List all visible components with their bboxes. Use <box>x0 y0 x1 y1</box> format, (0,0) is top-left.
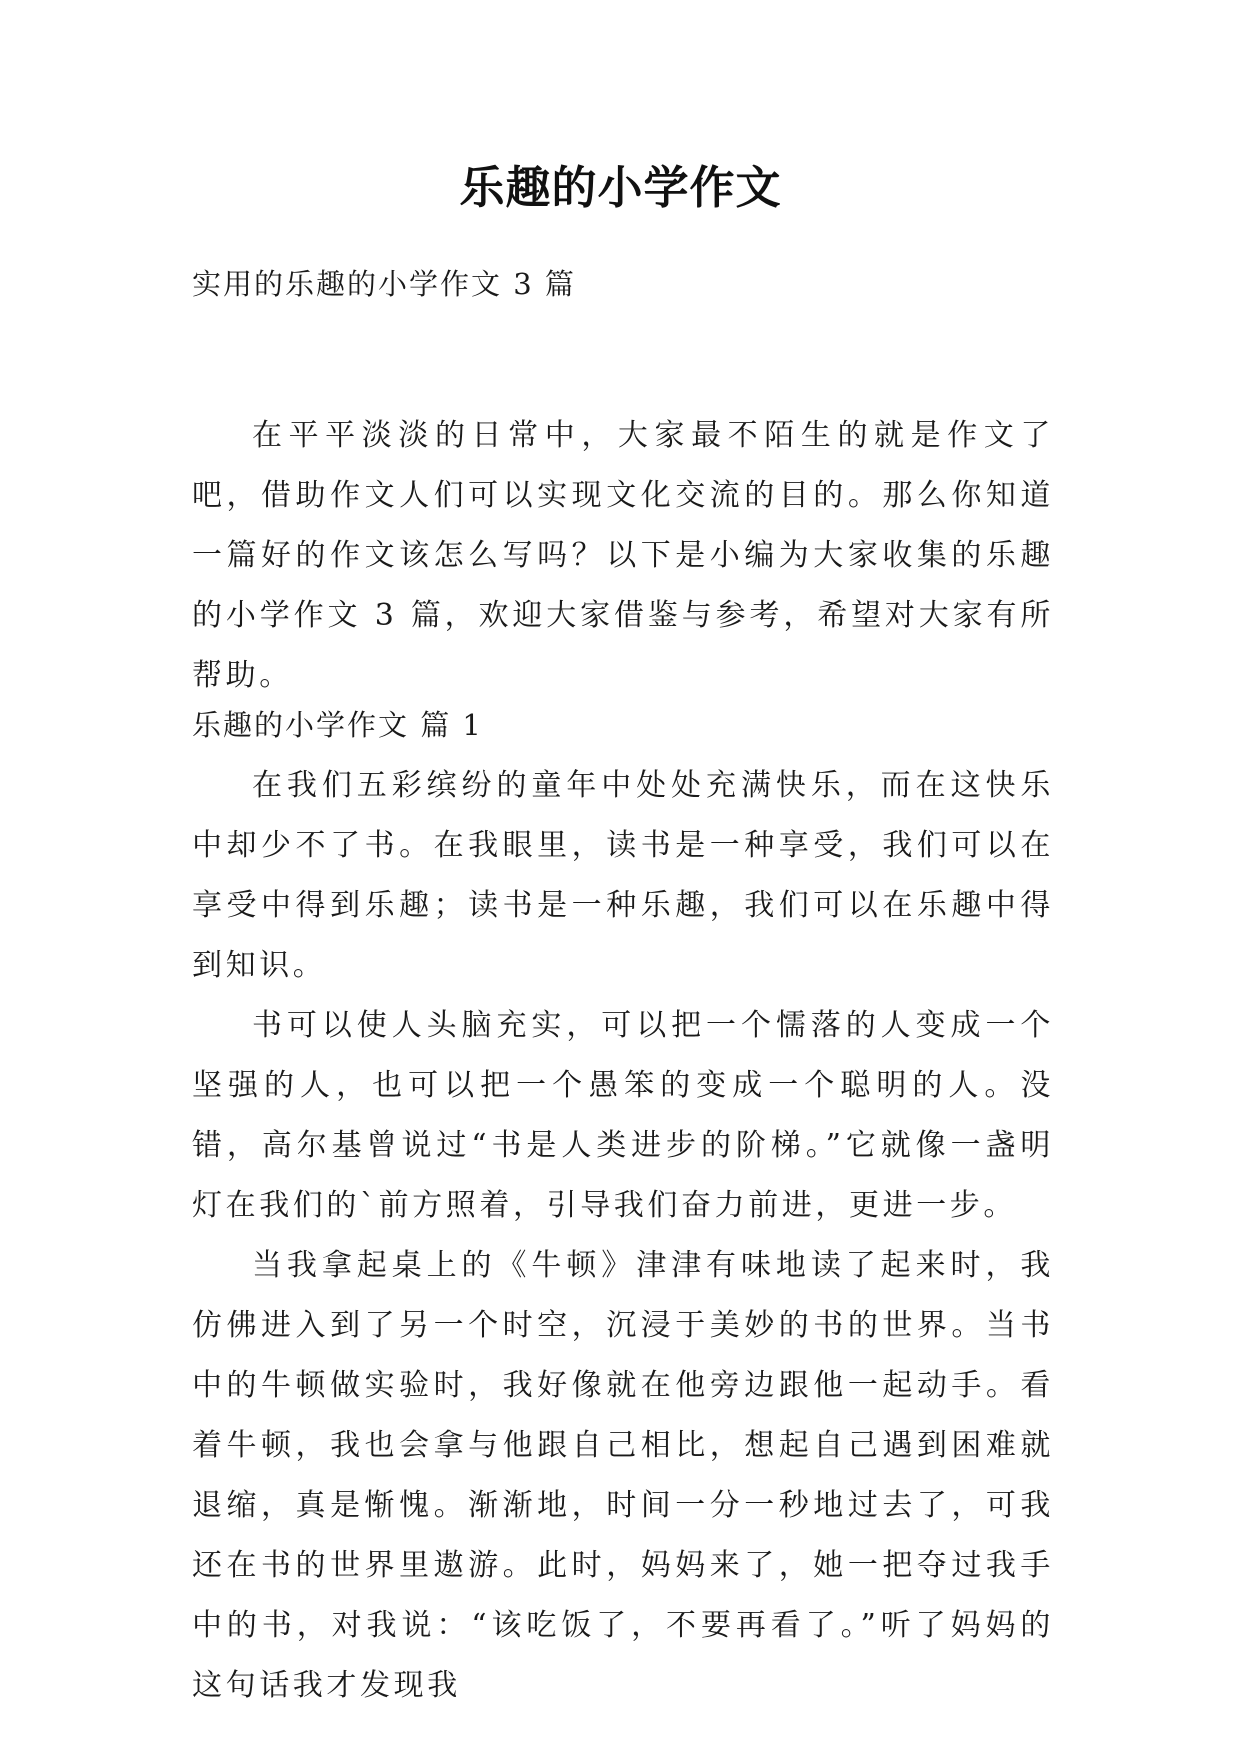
document-title: 乐趣的小学作文 <box>459 161 782 214</box>
section-heading: 乐趣的小学作文 篇 1 <box>192 708 483 742</box>
intro-block <box>192 406 1054 706</box>
essay-paragraph: 书可以使人头脑充实，可以把一个懦落的人变成一个坚强的人，也可以把一个愚笨的变成一个聪明的人。没错，高尔基曾说过“书是人类进步的阶梯。”它就像一盏明灯在我们的`前方照着，引导我们奋力前进，更进一步。 <box>192 1008 1054 1223</box>
essay-paragraph: 当我拿起桌上的《牛顿》津津有味地读了起来时，我仿佛进入到了另一个时空，沉浸于美妙的书的世界。当书中的牛顿做实验时，我好像就在他旁边跟他一起动手。看着牛顿，我也会拿与他跟自己相比，想起自己遇到困难就退缩，真是惭愧。渐渐地，时间一分一秒地过去了，可我还在书的世界里遨游。此时，妈妈来了，她一把夺过我手中的书，对我说：“该吃饭了，不要再看了。”听了妈妈的这句话我才发现我 <box>192 1248 1054 1703</box>
document-subtitle: 实用的乐趣的小学作文 3 篇 <box>192 267 576 301</box>
essay-body <box>192 756 1054 1716</box>
essay-paragraph: 在我们五彩缤纷的童年中处处充满快乐，而在这快乐中却少不了书。在我眼里，读书是一种享受，我们可以在享受中得到乐趣；读书是一种乐趣，我们可以在乐趣中得到知识。 <box>192 768 1054 983</box>
intro-paragraph: 在平平淡淡的日常中，大家最不陌生的就是作文了吧，借助作文人们可以实现文化交流的目的。那么你知道一篇好的作文该怎么写吗？以下是小编为大家收集的乐趣的小学作文 3 篇，欢迎大家借鉴与参考，希望对大家有所帮助。 <box>192 418 1054 693</box>
